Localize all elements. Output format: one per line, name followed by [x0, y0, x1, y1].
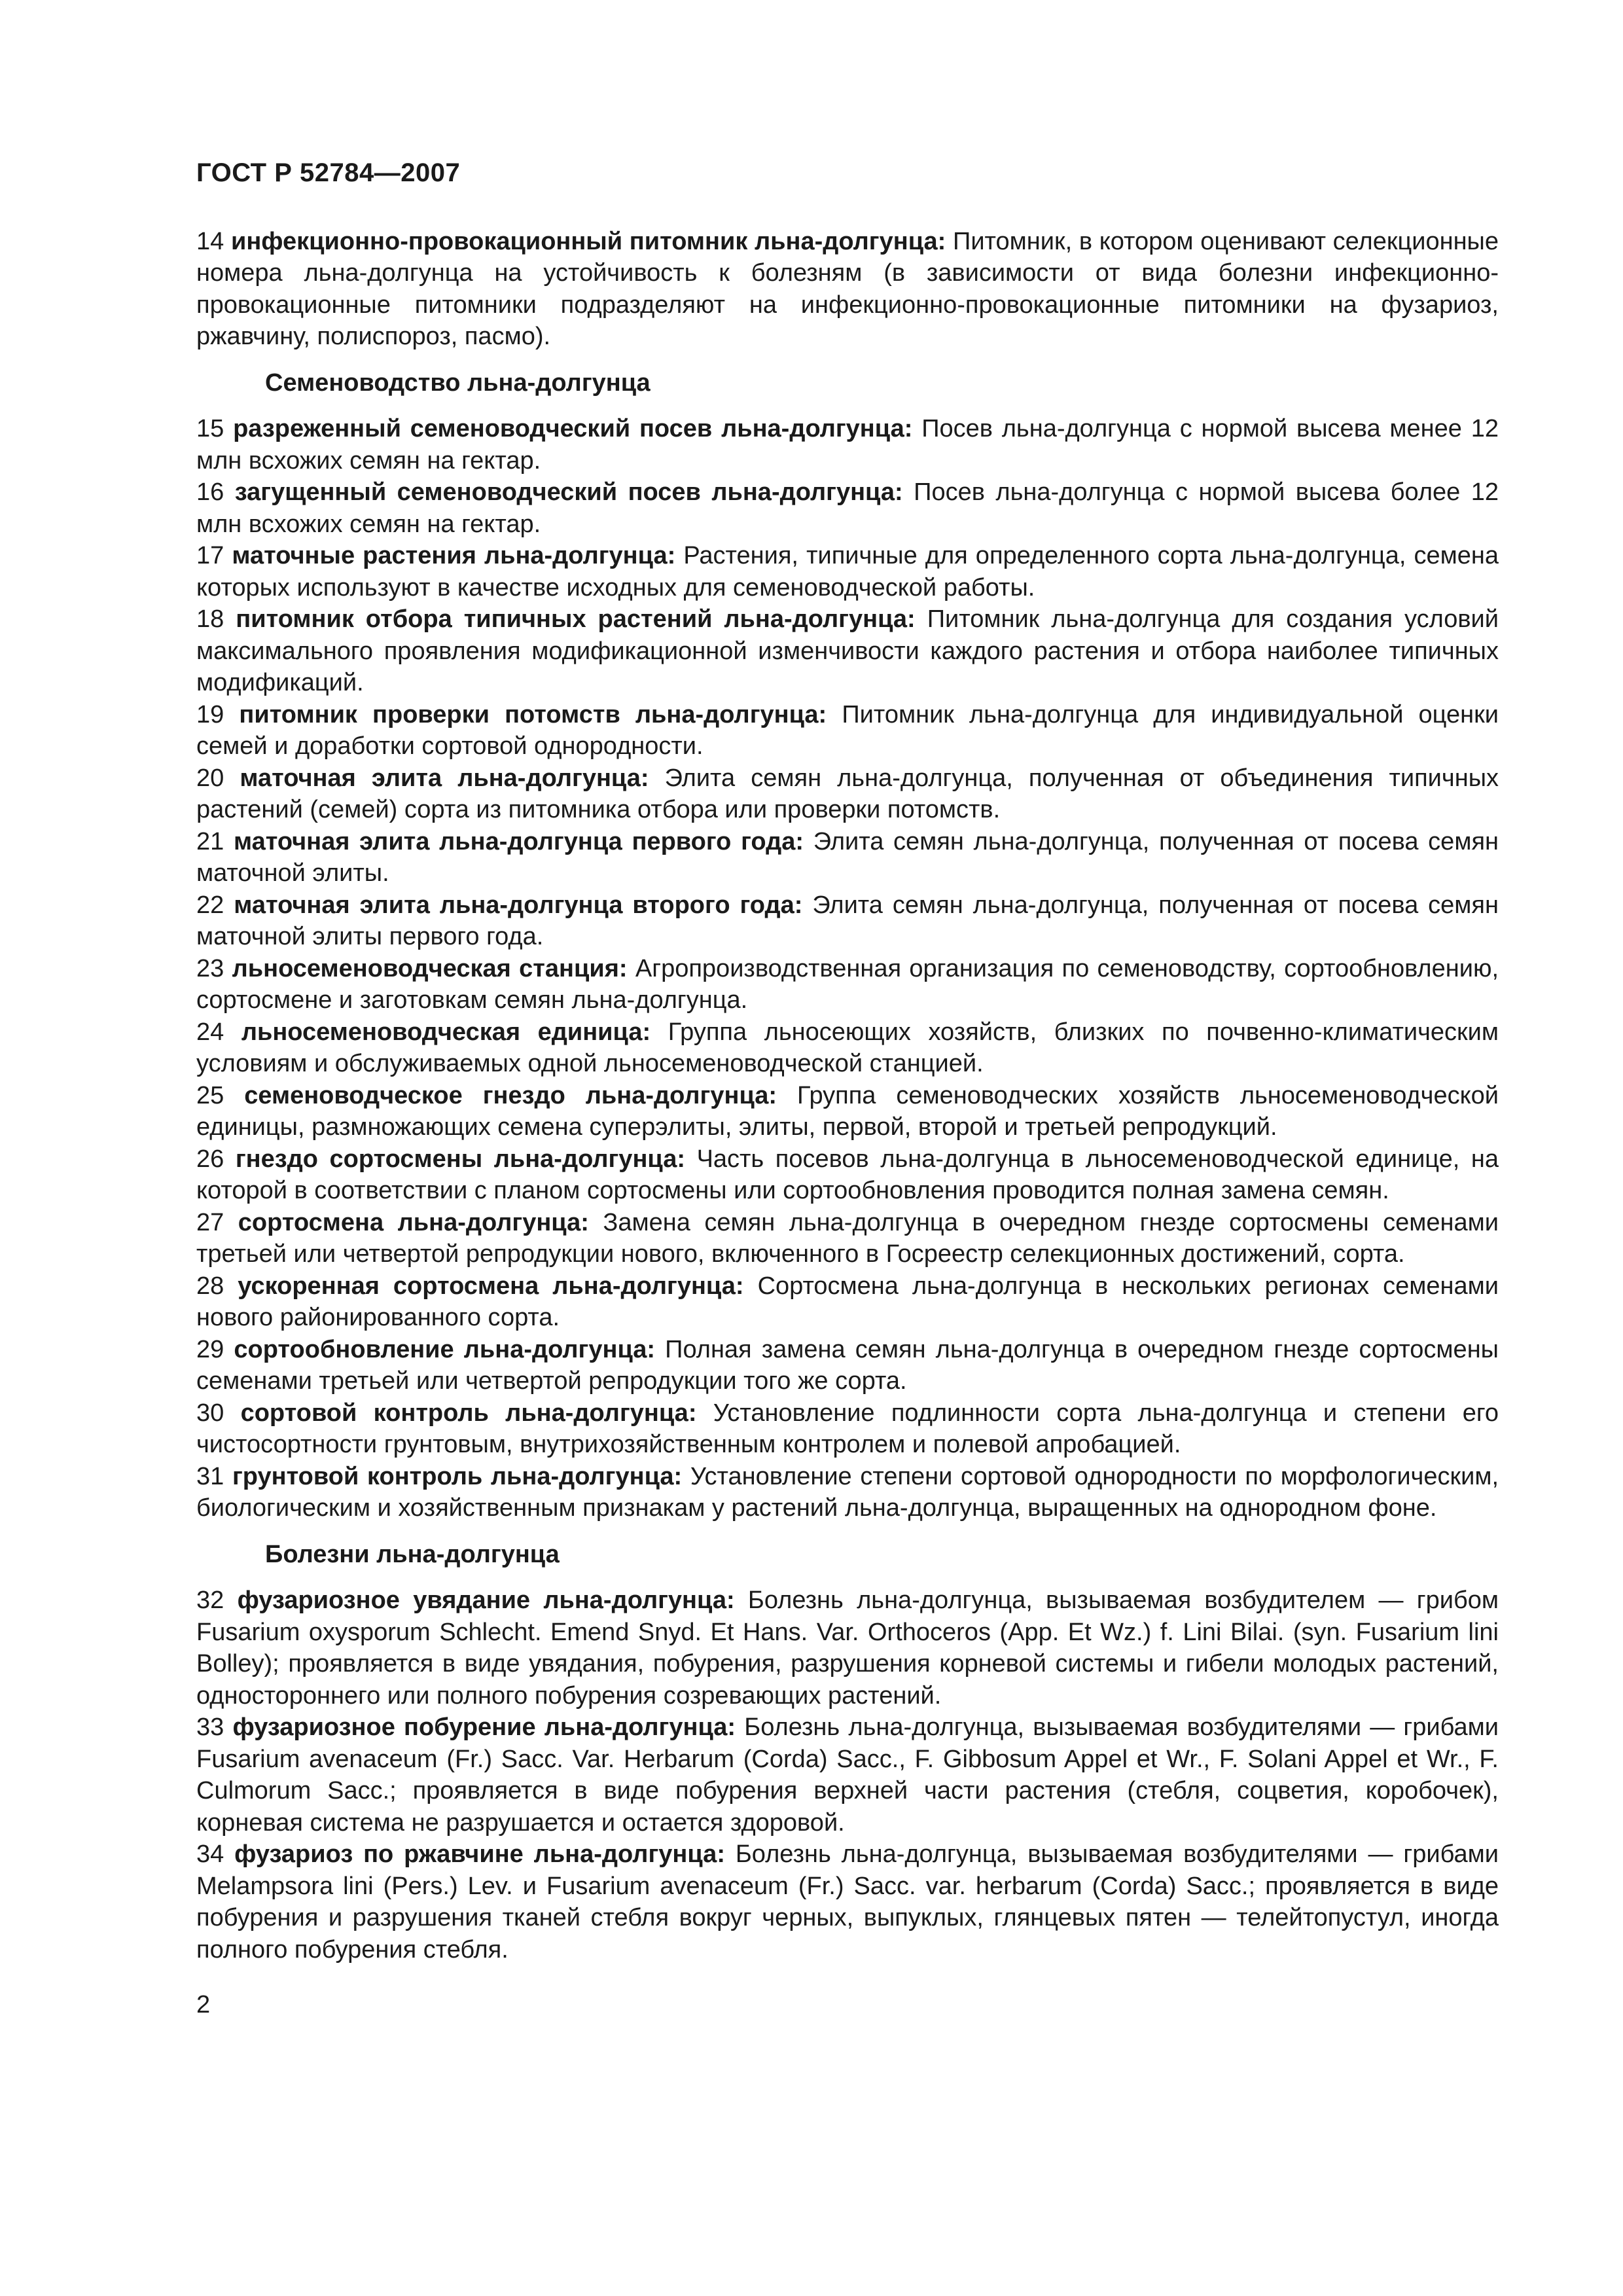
term-number: 27 [196, 1208, 224, 1236]
term-name: гнездо сортосмены льна-долгунца: [235, 1145, 686, 1173]
term-number: 33 [196, 1713, 224, 1741]
term-definition: Элита семян льна-долгунца, полученная от посева семян маточной элиты первого года. [196, 891, 1499, 950]
section-heading: Семеноводство льна-долгунца [265, 368, 651, 397]
term-name: льносеменоводческая единица: [241, 1018, 651, 1046]
term-entry [196, 889, 1499, 953]
term-definition: Элита семян льна-долгунца, полученная от объединения типичных растений (семей) сорта из питомника отбора или проверки потомств. [196, 764, 1499, 823]
term-name: фузариоз по ржавчине льна-долгунца: [234, 1840, 725, 1868]
term-name: маточная элита льна-долгунца первого года: [234, 827, 804, 855]
term-number: 22 [196, 891, 224, 919]
term-name: фузариозное увядание льна-долгунца: [237, 1587, 735, 1614]
term-name: ускоренная сортосмена льна-долгунца: [238, 1272, 744, 1300]
term-definition: Болезнь льна-долгунца, вызываемая возбудителем — грибом Fusarium oxysporum Schlecht. Emend Snyd. Et Hans. Var. Orthoceros (App. Et Wz.) f. Lini Bilai. (syn. Fusarium lini Bolley); проявляется в виде увядания, побурения, разрушения корневой системы и гибели молодых растений, одностороннего или полного побурения созревающих растений. [196, 1587, 1499, 1710]
term-definition: Посев льна-долгунца с нормой высева более 12 млн всхожих семян на гектар. [196, 478, 1499, 538]
term-entry [196, 1334, 1499, 1397]
term-entry [196, 540, 1499, 603]
term-definition: Установление степени сортовой однородности по морфологическим, биологическим и хозяйственным признакам у растений льна-долгунца, выращенных на однородном фоне. [196, 1462, 1499, 1522]
term-entry [196, 1143, 1499, 1207]
term-name: разреженный семеноводческий посев льна-долгунца: [233, 415, 913, 442]
term-definition: Питомник льна-долгунца для индивидуальной оценки семей и доработки сортовой однородности. [196, 700, 1499, 760]
term-number: 19 [196, 700, 224, 728]
term-entry [196, 1207, 1499, 1270]
term-definition: Группа семеноводческих хозяйств льносеменоводческой единицы, размножающих семена суперэлиты, элиты, первой, второй и третьей репродукций. [196, 1081, 1499, 1141]
terms-list [196, 226, 1499, 1966]
term-definition: Замена семян льна-долгунца в очередном гнезде сортосмены семенами третьей или четвертой репродукции нового, включенного в Госреестр селекционных достижений, сорта. [196, 1208, 1499, 1268]
term-definition: Часть посевов льна-долгунца в льносеменоводческой единице, на которой в соответствии с планом сортосмены или сортообновления проводится полная замена семян. [196, 1145, 1499, 1204]
term-definition: Сортосмена льна-долгунца в нескольких регионах семенами нового районированного сорта. [196, 1272, 1499, 1331]
term-number: 18 [196, 605, 224, 633]
term-number: 16 [196, 478, 224, 506]
term-name: сортовой контроль льна-долгунца: [240, 1399, 697, 1427]
term-name: маточная элита льна-долгунца второго года: [234, 891, 803, 919]
term-number: 21 [196, 827, 224, 855]
term-entry [196, 476, 1499, 540]
term-entry [196, 1270, 1499, 1334]
term-number: 28 [196, 1272, 224, 1300]
term-name: фузариозное побурение льна-долгунца: [232, 1713, 736, 1741]
term-name: грунтовой контроль льна-долгунца: [232, 1462, 683, 1490]
term-entry [196, 226, 1499, 353]
term-number: 17 [196, 542, 224, 569]
term-number: 20 [196, 764, 224, 792]
term-name: загущенный семеноводческий посев льна-долгунца: [234, 478, 903, 506]
term-name: льносеменоводческая станция: [232, 954, 628, 982]
standard-header: ГОСТ Р 52784—2007 [196, 158, 461, 187]
term-definition: Установление подлинности сорта льна-долгунца и степени его чистосортности грунтовым, внутрихозяйственным контролем и полевой апробацией. [196, 1399, 1499, 1458]
term-name: инфекционно-провокационный питомник льна-долгунца: [230, 227, 946, 255]
term-definition: Агропроизводственная организация по семеноводству, сортообновлению, сортосмене и заготовкам семян льна-долгунца. [196, 954, 1499, 1014]
term-number: 30 [196, 1399, 224, 1427]
term-number: 14 [196, 227, 224, 255]
term-entry [196, 699, 1499, 762]
term-number: 15 [196, 415, 224, 442]
term-name: сортосмена льна-долгунца: [238, 1208, 589, 1236]
term-number: 31 [196, 1462, 224, 1490]
term-entry [196, 1397, 1499, 1461]
term-entry [196, 826, 1499, 889]
section-heading: Болезни льна-долгунца [265, 1540, 560, 1568]
term-definition: Болезнь льна-долгунца, вызываемая возбудителями — грибами Melampsora lini (Pers.) Lev. и Fusarium avenaceum (Fr.) Sacc. var. herbarum (Corda) Sacc.; проявляется в виде побурения и разрушения тканей стебля вокруг черных, выпуклых, глянцевых пятен — телейтопустул, иногда полного побурения стебля. [196, 1840, 1499, 1964]
term-entry [196, 953, 1499, 1016]
term-definition: Полная замена семян льна-долгунца в очередном гнезде сортосмены семенами третьей или четвертой репродукции того же сорта. [196, 1335, 1499, 1395]
term-number: 34 [196, 1840, 224, 1868]
term-definition: Питомник льна-долгунца для создания условий максимального проявления модификационной изменчивости каждого растения и отбора наиболее типичных модификаций. [196, 605, 1499, 696]
term-entry [196, 603, 1499, 699]
document-page [196, 157, 1499, 2021]
term-entry [196, 1080, 1499, 1143]
term-number: 32 [196, 1587, 224, 1614]
term-entry [196, 1461, 1499, 1524]
term-number: 24 [196, 1018, 224, 1046]
page-number: 2 [196, 1991, 211, 2018]
term-entry [196, 1016, 1499, 1080]
term-entry [196, 1839, 1499, 1965]
term-name: маточные растения льна-долгунца: [232, 542, 676, 569]
term-entry [196, 413, 1499, 476]
term-definition: Группа льносеющих хозяйств, близких по почвенно-климатическим условиям и обслуживаемых одной льносеменоводческой станцией. [196, 1018, 1499, 1077]
term-name: питомник отбора типичных растений льна-долгунца: [236, 605, 916, 633]
term-name: маточная элита льна-долгунца: [240, 764, 649, 792]
term-definition: Питомник, в котором оценивают селекционные номера льна-долгунца на устойчивость к болезням (в зависимости от вида болезни инфекционно-провокационные питомники подразделяют на инфекционно-провокационные питомники на фузариоз, ржавчину, полиспороз, пасмо). [196, 227, 1499, 350]
term-entry [196, 762, 1499, 826]
term-number: 25 [196, 1081, 224, 1109]
term-number: 26 [196, 1145, 224, 1173]
term-name: семеноводческое гнездо льна-долгунца: [244, 1081, 777, 1109]
term-definition: Болезнь льна-долгунца, вызываемая возбудителями — грибами Fusarium avenaceum (Fr.) Sacc. Var. Herbarum (Corda) Sacc., F. Gibbosum Appel et Wr., F. Solani Appel et Wr., F. Culmorum Sacc.; проявляется в виде побурения верхней части растения (стебля, соцветия, коробочек), корневая система не разрушается и остается здоровой. [196, 1713, 1499, 1837]
term-definition: Посев льна-долгунца с нормой высева менее 12 млн всхожих семян на гектар. [196, 415, 1499, 475]
term-number: 29 [196, 1335, 224, 1363]
term-entry [196, 1585, 1499, 1712]
term-definition: Элита семян льна-долгунца, полученная от посева семян маточной элиты. [196, 827, 1499, 887]
term-definition: Растения, типичные для определенного сорта льна-долгунца, семена которых используют в качестве исходных для семеноводческой работы. [196, 542, 1499, 601]
term-entry [196, 1712, 1499, 1839]
term-name: сортообновление льна-долгунца: [234, 1335, 656, 1363]
term-name: питомник проверки потомств льна-долгунца: [239, 700, 827, 728]
term-number: 23 [196, 954, 224, 982]
